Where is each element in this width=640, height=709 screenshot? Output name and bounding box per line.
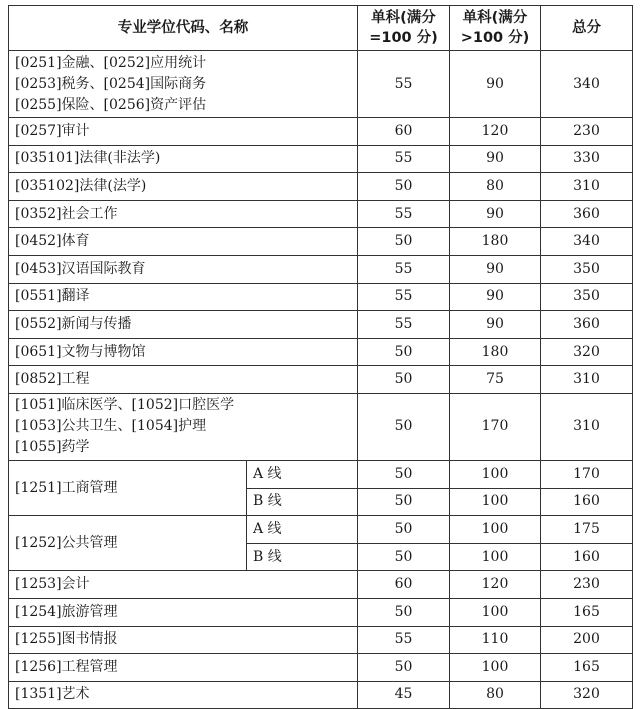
program-name: [035102]法律(法学) xyxy=(9,173,358,201)
total-score: 200 xyxy=(541,626,633,654)
single-over-100-score: 180 xyxy=(450,338,541,366)
table-row xyxy=(9,311,633,339)
total-score: 320 xyxy=(541,338,633,366)
header-name: 专业学位代码、名称 xyxy=(9,6,358,51)
single-over-100-score: 75 xyxy=(450,366,541,394)
program-name: [1253]会计 xyxy=(9,571,358,599)
total-score: 310 xyxy=(541,173,633,201)
program-name: [0552]新闻与传播 xyxy=(9,311,358,339)
total-score: 320 xyxy=(541,681,633,709)
single-over-100-score: 90 xyxy=(450,200,541,228)
table-row xyxy=(9,571,633,599)
table-row xyxy=(9,51,633,118)
table-row xyxy=(9,681,633,709)
header-single-over-100: 单科(满分 >100 分) xyxy=(450,6,541,51)
program-name: [1254]旅游管理 xyxy=(9,598,358,626)
table-row xyxy=(9,255,633,283)
total-score: 330 xyxy=(541,145,633,173)
total-score: 230 xyxy=(541,571,633,599)
single-100-score: 50 xyxy=(358,598,450,626)
single-over-100-score: 120 xyxy=(450,118,541,146)
line-label: B 线 xyxy=(247,488,358,516)
table-row xyxy=(9,283,633,311)
total-score: 310 xyxy=(541,366,633,394)
single-over-100-score: 100 xyxy=(450,543,541,571)
single-100-score: 55 xyxy=(358,255,450,283)
program-name: [1051]临床医学、[1052]口腔医学 [1053]公共卫生、[1054]护理 [1055]药学 xyxy=(9,393,358,460)
table-row xyxy=(9,173,633,201)
single-over-100-score: 90 xyxy=(450,145,541,173)
single-100-score: 45 xyxy=(358,681,450,709)
table-row xyxy=(9,145,633,173)
program-name: [1255]图书情报 xyxy=(9,626,358,654)
program-name: [0251]金融、[0252]应用统计 [0253]税务、[0254]国际商务 [0255]保险、[0256]资产评估 xyxy=(9,51,358,118)
total-score: 350 xyxy=(541,255,633,283)
total-score: 310 xyxy=(541,393,633,460)
single-100-score: 55 xyxy=(358,51,450,118)
table-row xyxy=(9,516,633,544)
table-row xyxy=(9,598,633,626)
single-over-100-score: 110 xyxy=(450,626,541,654)
line-label: A 线 xyxy=(247,460,358,488)
single-100-score: 60 xyxy=(358,571,450,599)
line-label: B 线 xyxy=(247,543,358,571)
table-row xyxy=(9,118,633,146)
single-over-100-score: 90 xyxy=(450,283,541,311)
single-over-100-score: 100 xyxy=(450,516,541,544)
single-over-100-score: 80 xyxy=(450,173,541,201)
single-over-100-score: 80 xyxy=(450,681,541,709)
single-over-100-score: 90 xyxy=(450,255,541,283)
single-over-100-score: 100 xyxy=(450,488,541,516)
single-100-score: 55 xyxy=(358,626,450,654)
total-score: 175 xyxy=(541,516,633,544)
total-score: 165 xyxy=(541,654,633,682)
single-over-100-score: 90 xyxy=(450,311,541,339)
program-name: [035101]法律(非法学) xyxy=(9,145,358,173)
total-score: 160 xyxy=(541,543,633,571)
single-over-100-score: 180 xyxy=(450,228,541,256)
single-100-score: 55 xyxy=(358,145,450,173)
single-over-100-score: 100 xyxy=(450,598,541,626)
line-label: A 线 xyxy=(247,516,358,544)
table-row xyxy=(9,626,633,654)
single-100-score: 55 xyxy=(358,311,450,339)
single-over-100-score: 100 xyxy=(450,460,541,488)
single-100-score: 50 xyxy=(358,516,450,544)
program-name: [0551]翻译 xyxy=(9,283,358,311)
header-single-100: 单科(满分 =100 分) xyxy=(358,6,450,51)
single-over-100-score: 100 xyxy=(450,654,541,682)
total-score: 340 xyxy=(541,51,633,118)
single-100-score: 50 xyxy=(358,366,450,394)
single-100-score: 50 xyxy=(358,460,450,488)
program-name: [0352]社会工作 xyxy=(9,200,358,228)
total-score: 340 xyxy=(541,228,633,256)
table-row xyxy=(9,338,633,366)
header-total: 总分 xyxy=(541,6,633,51)
single-100-score: 50 xyxy=(358,338,450,366)
total-score: 350 xyxy=(541,283,633,311)
total-score: 170 xyxy=(541,460,633,488)
total-score: 360 xyxy=(541,311,633,339)
program-name: [0257]审计 xyxy=(9,118,358,146)
table-header xyxy=(9,6,633,51)
single-over-100-score: 120 xyxy=(450,571,541,599)
total-score: 230 xyxy=(541,118,633,146)
single-100-score: 55 xyxy=(358,283,450,311)
program-name: [0453]汉语国际教育 xyxy=(9,255,358,283)
single-100-score: 50 xyxy=(358,393,450,460)
total-score: 160 xyxy=(541,488,633,516)
table-row xyxy=(9,393,633,460)
single-100-score: 50 xyxy=(358,228,450,256)
single-100-score: 50 xyxy=(358,173,450,201)
program-name: [0651]文物与博物馆 xyxy=(9,338,358,366)
table-row xyxy=(9,366,633,394)
single-100-score: 50 xyxy=(358,488,450,516)
table-row xyxy=(9,200,633,228)
total-score: 360 xyxy=(541,200,633,228)
total-score: 165 xyxy=(541,598,633,626)
single-100-score: 60 xyxy=(358,118,450,146)
table-row xyxy=(9,654,633,682)
single-100-score: 50 xyxy=(358,543,450,571)
program-name: [1351]艺术 xyxy=(9,681,358,709)
program-name: [1251]工商管理 xyxy=(9,460,247,515)
single-over-100-score: 170 xyxy=(450,393,541,460)
program-name: [0452]体育 xyxy=(9,228,358,256)
program-name: [1252]公共管理 xyxy=(9,516,247,571)
single-over-100-score: 90 xyxy=(450,51,541,118)
program-name: [1256]工程管理 xyxy=(9,654,358,682)
score-table xyxy=(8,5,633,709)
single-100-score: 55 xyxy=(358,200,450,228)
table-row xyxy=(9,460,633,488)
program-name: [0852]工程 xyxy=(9,366,358,394)
single-100-score: 50 xyxy=(358,654,450,682)
table-row xyxy=(9,228,633,256)
